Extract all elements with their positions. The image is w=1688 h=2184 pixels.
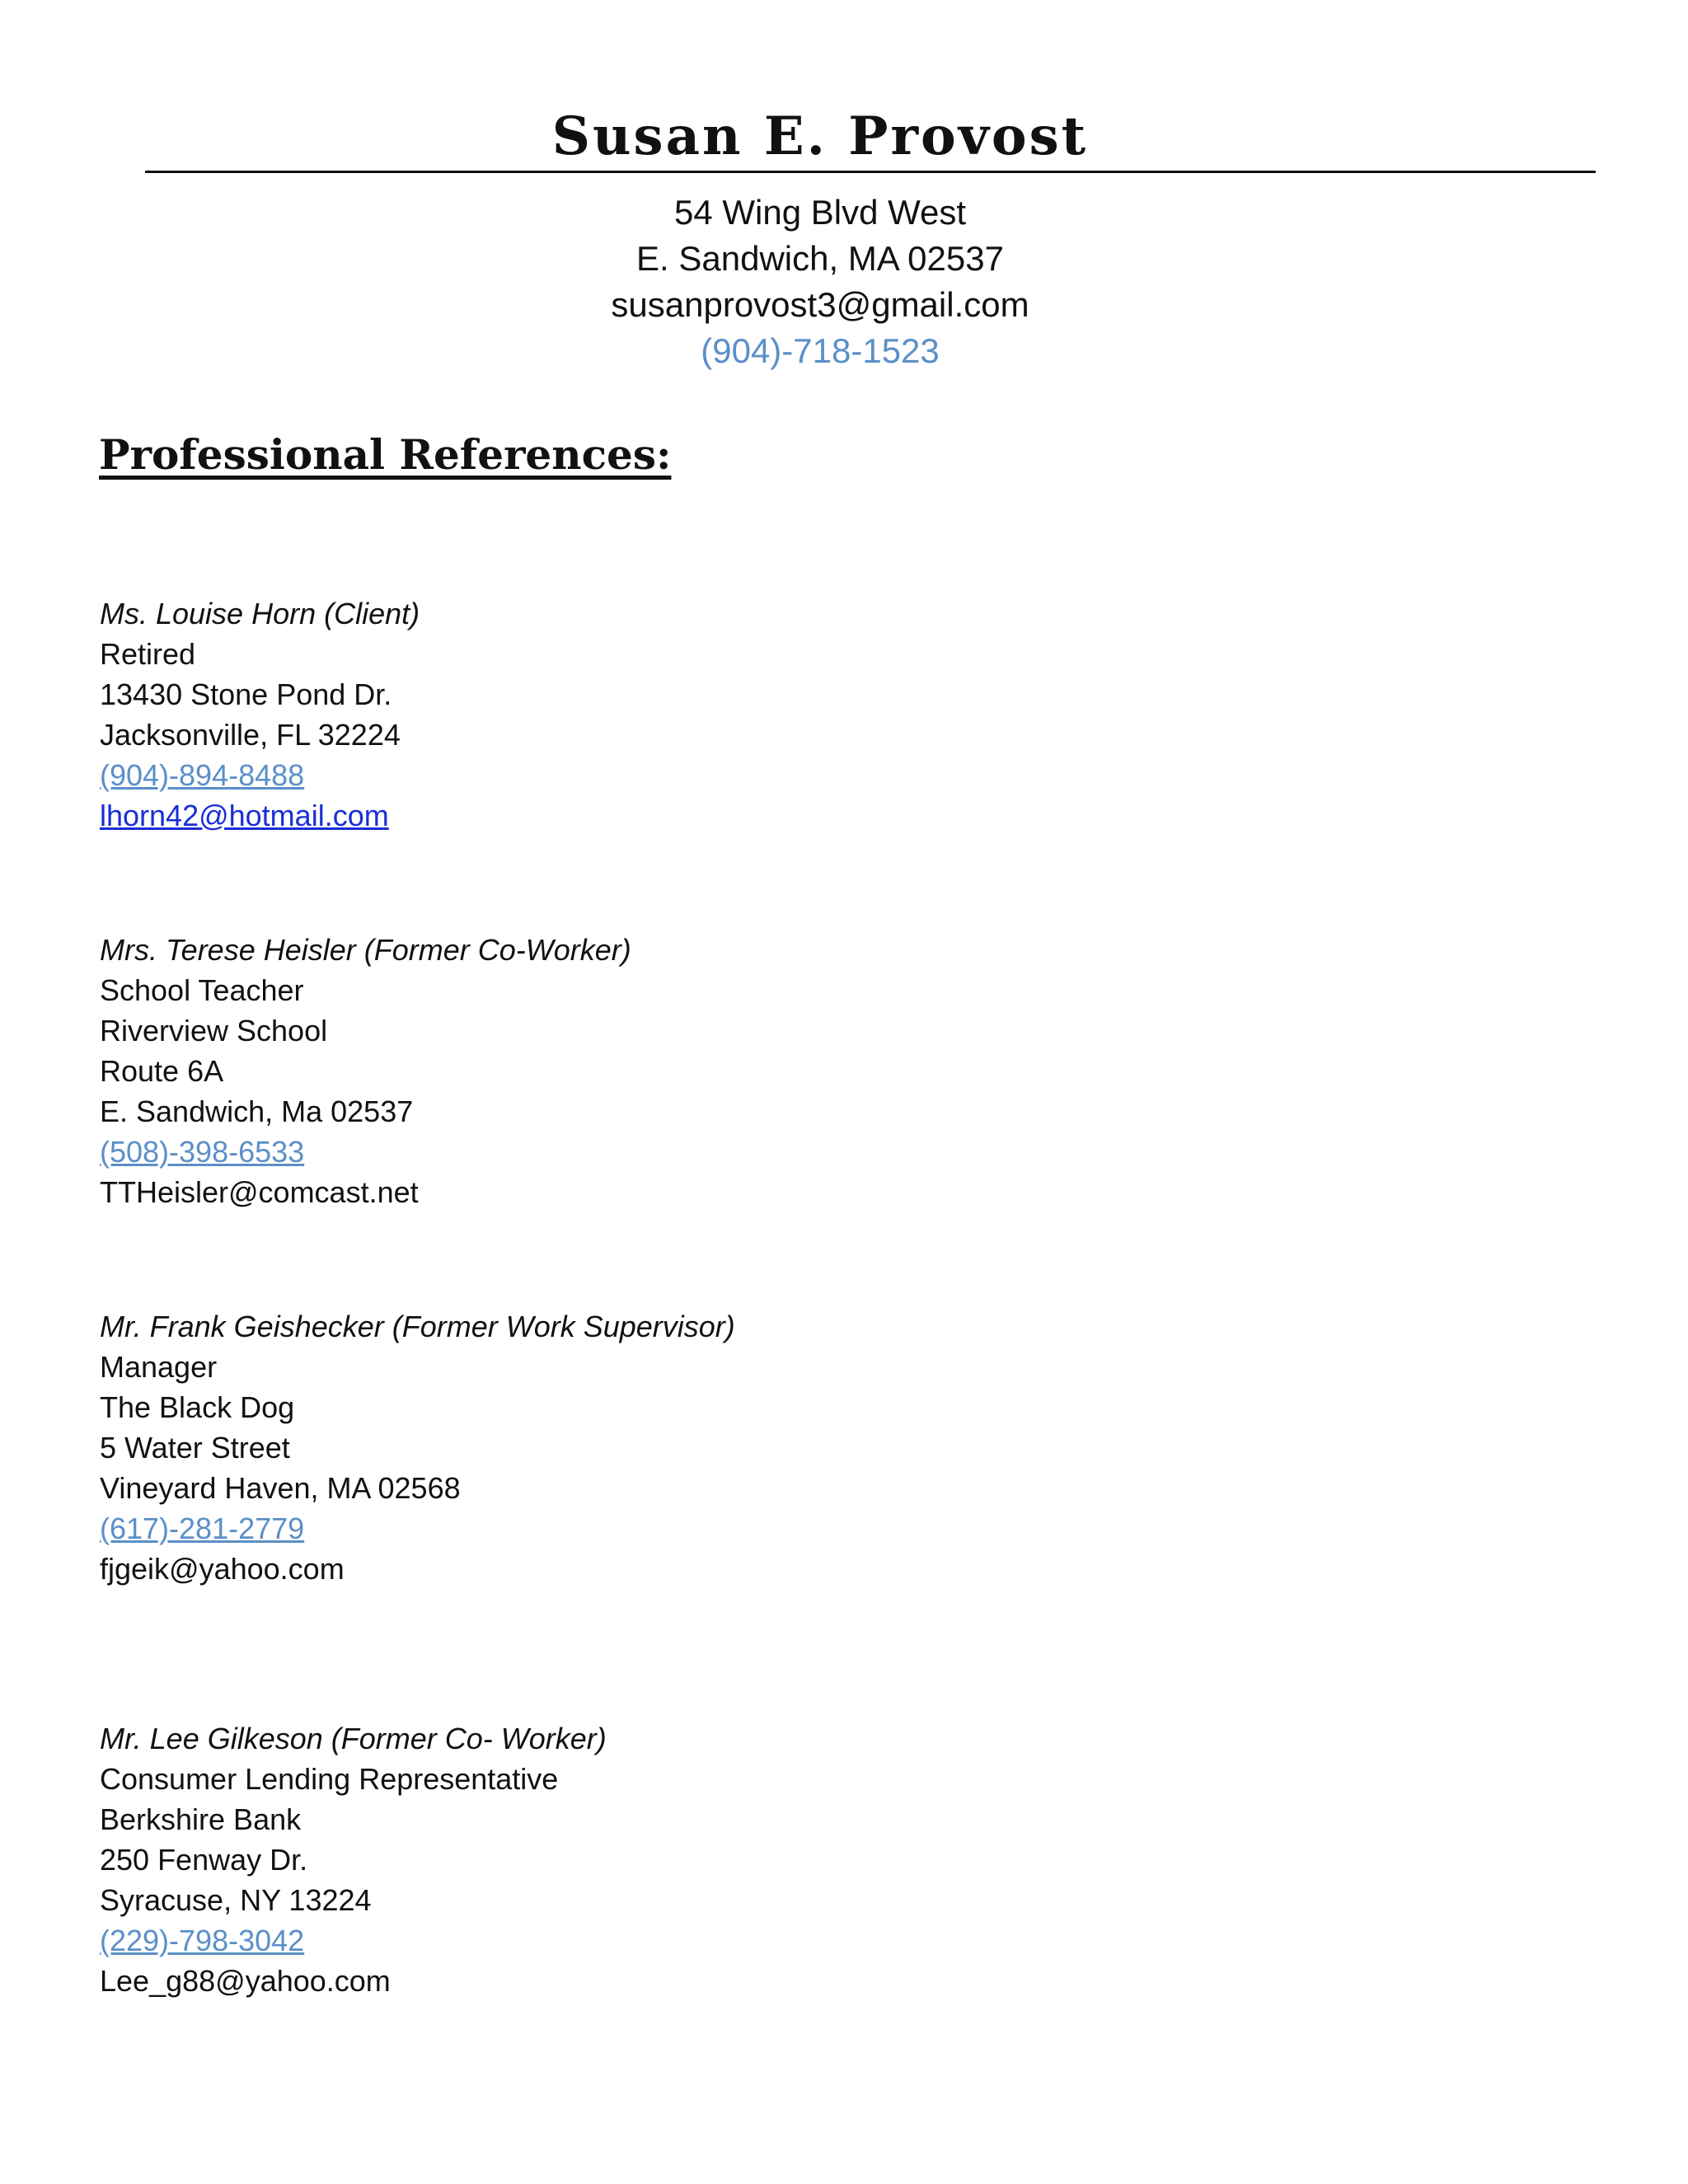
- address-line-1: 54 Wing Blvd West: [673, 193, 967, 232]
- reference-phone-link[interactable]: (904)-894-8488: [100, 758, 305, 792]
- header-divider: [145, 171, 1596, 173]
- reference-entry: [100, 1306, 735, 1589]
- reference-email: fjgeik@yahoo.com: [100, 1552, 345, 1586]
- reference-name: Mrs. Terese Heisler (Former Co-Worker): [100, 933, 631, 967]
- reference-phone-link[interactable]: (229)-798-3042: [100, 1924, 305, 1957]
- reference-detail: Vineyard Haven, MA 02568: [100, 1471, 461, 1505]
- reference-detail: E. Sandwich, Ma 02537: [100, 1094, 414, 1128]
- address-line-2: E. Sandwich, MA 02537: [636, 239, 1004, 278]
- reference-name: Ms. Louise Horn (Client): [100, 597, 420, 630]
- reference-email: Lee_g88@yahoo.com: [100, 1964, 391, 1998]
- reference-entry: [100, 930, 631, 1212]
- reference-detail: Riverview School: [100, 1014, 328, 1047]
- reference-detail: School Teacher: [100, 973, 304, 1007]
- reference-detail: Consumer Lending Representative: [100, 1762, 559, 1796]
- reference-detail: Jacksonville, FL 32224: [100, 718, 401, 752]
- reference-detail: Syracuse, NY 13224: [100, 1883, 372, 1917]
- reference-email-link[interactable]: lhorn42@hotmail.com: [100, 799, 389, 832]
- reference-phone-link[interactable]: (508)-398-6533: [100, 1135, 305, 1169]
- reference-detail: Retired: [100, 637, 196, 671]
- reference-detail: Berkshire Bank: [100, 1802, 302, 1836]
- section-title: Professional References:: [99, 430, 672, 479]
- applicant-email: susanprovost3@gmail.com: [611, 285, 1029, 324]
- reference-detail: 13430 Stone Pond Dr.: [100, 677, 392, 711]
- reference-detail: 250 Fenway Dr.: [100, 1843, 308, 1877]
- reference-name: Mr. Lee Gilkeson (Former Co- Worker): [100, 1722, 607, 1755]
- reference-name: Mr. Frank Geishecker (Former Work Supervisor): [100, 1310, 735, 1343]
- applicant-name: Susan E. Provost: [551, 105, 1089, 167]
- reference-entry: [100, 1718, 607, 2001]
- reference-entry: [100, 593, 420, 836]
- applicant-phone[interactable]: (904)-718-1523: [701, 331, 940, 370]
- reference-email: TTHeisler@comcast.net: [100, 1175, 419, 1209]
- reference-detail: The Black Dog: [100, 1390, 295, 1424]
- reference-detail: Route 6A: [100, 1054, 224, 1088]
- reference-phone-link[interactable]: (617)-281-2779: [100, 1511, 305, 1545]
- reference-detail: 5 Water Street: [100, 1431, 290, 1465]
- reference-detail: Manager: [100, 1350, 218, 1384]
